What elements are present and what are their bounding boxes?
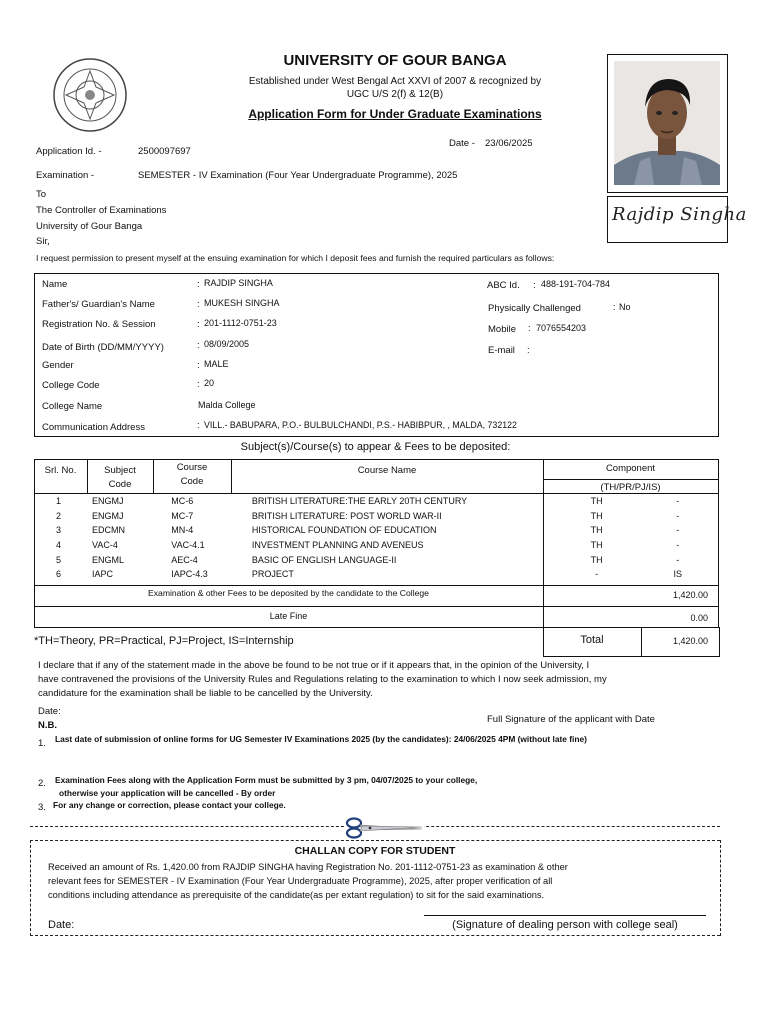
registration-value: 201-1112-0751-23 [204,318,277,328]
row-component-2: - [676,525,680,536]
row-course-name: BASIC OF ENGLISH LANGUAGE-II [251,554,397,565]
row-course-code: IAPC-4.3 [171,569,208,580]
email-colon: : [527,345,530,356]
row-subject-code: ENGML [92,554,125,565]
total-value: 1,420.00 [672,636,708,646]
table-row [34,494,718,509]
challan-line-1: Received an amount of Rs. 1,420.00 from RAJDIP SINGHA having Registration No. 201-1112-0751-23 as examination & other [48,862,568,872]
registration-colon: : [197,319,200,330]
late-fine-label: Late Fine [269,611,308,621]
declaration-line-3: candidature for the examination shall be liable to be cancelled by the University. [38,688,373,699]
dob-value: 08/09/2005 [204,339,250,349]
challan-date-label: Date: [48,919,75,931]
declaration-line-1: I declare that if any of the statement made in the above be found to be not true or if it appears that, in the opinion of the University, I [38,660,590,671]
row-component-1: TH [590,525,603,536]
table-row [34,509,718,524]
row-component-1: TH [590,540,603,551]
college-code-label: College Code [42,380,100,391]
physically-challenged-colon: : [613,302,616,312]
row-srl: 1 [56,496,62,507]
col-course-header-2: Code [180,476,204,487]
date-label: Date - [449,138,475,149]
physically-challenged-value: No [619,302,631,312]
col-srl-header: Srl. No. [44,465,77,476]
physically-challenged-label: Physically Challenged [488,303,581,314]
col-subject-header-2: Code [108,479,132,490]
college-code-colon: : [197,379,200,390]
request-text: I request permission to present myself at the ensuing examination for which I deposit fees and furnish the required particulars as follows: [36,253,555,263]
applicant-signature-label: Full Signature of the applicant with Date [487,714,655,725]
address-to: To [36,189,47,200]
row-srl: 6 [56,569,62,580]
fees-label: Examination & other Fees to be deposited by the candidate to the College [148,588,429,598]
total-label: Total [580,634,604,646]
declaration-date-label: Date: [38,706,61,717]
note-2-number: 2. [38,778,46,789]
name-label: Name [42,279,68,290]
mobile-label: Mobile [488,324,516,335]
gender-label: Gender [42,360,74,371]
row-subject-code: ENGMJ [92,510,124,521]
row-srl: 3 [56,525,62,536]
established-line-1: Established under West Bengal Act XXVI of 2007 & recognized by [248,76,542,87]
communication-address-value: VILL.- BABUPARA, P.O.- BULBULCHANDI, P.S.- HABIBPUR, , MALDA, 732122 [204,420,517,430]
table-row [34,552,718,567]
address-sir: Sir, [36,236,50,247]
examination-label: Examination - [36,170,95,181]
row-course-code: VAC-4.1 [171,540,205,551]
communication-address-label: Communication Address [42,422,145,433]
table-row [34,567,718,582]
application-id-value: 2500097697 [138,146,191,157]
row-subject-code: VAC-4 [92,540,118,551]
row-course-code: MN-4 [171,525,194,536]
abc-id-colon: : [533,280,536,291]
gender-colon: : [197,360,200,371]
dob-label: Date of Birth (DD/MM/YYYY) [42,342,164,353]
nb-label: N.B. [38,720,57,731]
table-row [34,538,718,553]
applicant-signature-image: Rajdip Singha [612,204,747,225]
row-course-name: BRITISH LITERATURE:THE EARLY 20TH CENTURY [251,496,468,507]
row-component-1: - [595,569,599,580]
row-course-name: BRITISH LITERATURE: POST WORLD WAR-II [251,510,442,521]
note-3: For any change or correction, please contact your college. [53,800,286,810]
row-subject-code: ENGMJ [92,496,124,507]
scissors-icon [344,817,424,839]
row-course-name: INVESTMENT PLANNING AND AVENEUS [251,540,424,551]
declaration-line-2: have contravened the provisions of the University Rules and Regulations relating to the examination to which I now seek admission, my [38,674,607,685]
row-component-2: - [676,510,680,521]
challan-bottom-border [30,935,720,936]
fees-value: 1,420.00 [672,590,708,600]
row-subject-code: EDCMN [92,525,126,536]
challan-signature-label: (Signature of dealing person with college seal) [452,919,678,931]
father-colon: : [197,299,200,310]
row-component-1: TH [590,510,603,521]
mobile-value: 7076554203 [536,323,587,333]
challan-title: CHALLAN COPY FOR STUDENT [294,845,456,857]
dob-colon: : [197,340,200,351]
row-component-1: TH [590,554,603,565]
row-course-name: PROJECT [251,569,294,580]
row-course-code: MC-7 [171,510,194,521]
row-component-2: - [676,540,680,551]
challan-right-border [720,840,721,936]
college-name-label: College Name [42,401,103,412]
row-course-code: AEC-4 [171,554,198,565]
applicant-photo [614,61,720,185]
address-line-1: The Controller of Examinations [36,205,167,216]
row-subject-code: IAPC [92,569,114,580]
examination-value: SEMESTER - IV Examination (Four Year Undergraduate Programme), 2025 [138,170,458,181]
father-label: Father's/ Guardian's Name [42,299,155,310]
mobile-colon: : [528,323,531,334]
communication-address-colon: : [197,420,200,431]
row-component-2: IS [673,569,682,580]
row-component-2: - [676,496,680,507]
abc-id-label: ABC Id. [487,280,520,291]
row-component-1: TH [590,496,603,507]
registration-label: Registration No. & Session [42,319,156,330]
col-name-header: Course Name [357,465,417,476]
father-value: MUKESH SINGHA [204,298,280,308]
challan-line-3: conditions including attendance as prerequisite of the candidate(as per extant regulation) to sit for the said examinations. [48,890,545,900]
col-subject-header-1: Subject [104,465,136,476]
row-srl: 4 [56,540,62,551]
university-title: UNIVERSITY OF GOUR BANGA [283,52,507,69]
row-course-code: MC-6 [171,496,194,507]
col-component-sub-header: (TH/PR/PJ/IS) [600,482,661,493]
details-box [34,273,719,437]
row-srl: 5 [56,554,62,565]
address-line-2: University of Gour Banga [36,221,143,232]
name-colon: : [197,279,200,290]
challan-top-border [30,840,720,841]
component-legend: *TH=Theory, PR=Practical, PJ=Project, IS=Internship [34,635,294,647]
gender-value: MALE [204,359,229,369]
date-value: 23/06/2025 [485,138,533,149]
subjects-heading: Subject(s)/Course(s) to appear & Fees to be deposited: [240,441,511,453]
challan-line-2: relevant fees for SEMESTER - IV Examination (Four Year Undergraduate Programme), 2025, after proper verification of all [48,876,553,886]
col-course-header-1: Course [176,462,208,473]
row-component-2: - [676,554,680,565]
note-2b: otherwise your application will be cancelled - By order [59,788,276,798]
row-course-name: HISTORICAL FOUNDATION OF EDUCATION [251,525,437,536]
table-row [34,523,718,538]
note-2a: Examination Fees along with the Application Form must be submitted by 3 pm, 04/07/2025 to your college, [55,775,478,785]
subjects-table [34,494,718,582]
col-component-header: Component [605,463,656,474]
college-name-value: Malda College [198,400,256,410]
note-1: Last date of submission of online forms for UG Semester IV Examinations 2025 (by the candidates): 24/06/2025 4PM (without late fine) [55,734,587,744]
note-1-number: 1. [38,738,46,749]
established-line-2: UGC U/S 2(f) & 12(B) [346,89,444,100]
email-label: E-mail [488,345,515,356]
late-fine-value: 0.00 [690,613,708,623]
application-id-label: Application Id. - [36,146,102,157]
abc-id-value: 488-191-704-784 [541,279,611,289]
form-title: Application Form for Under Graduate Examinations [248,107,542,121]
name-value: RAJDIP SINGHA [204,278,273,288]
note-3-number: 3. [38,802,46,813]
row-srl: 2 [56,510,62,521]
college-code-value: 20 [204,378,215,388]
university-seal [52,57,128,133]
